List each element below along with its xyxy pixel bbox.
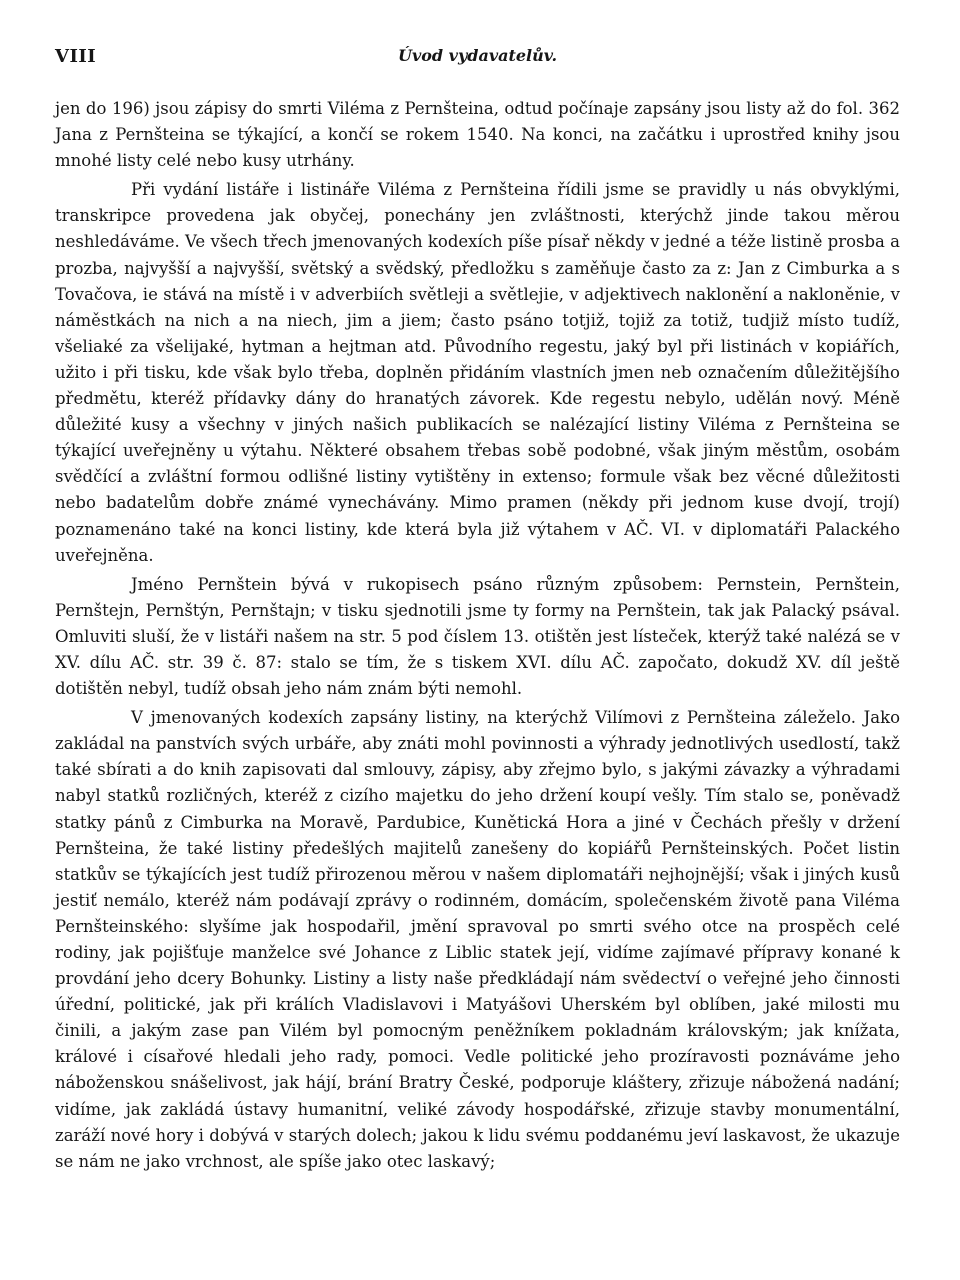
running-title: Úvod vydavatelův. xyxy=(397,46,558,65)
paragraph: Jméno Pernštein bývá v rukopisech psáno různým způsobem: Pernstein, Pernštein, Pernštejn, Pernštýn, Pernštajn; v tisku sjednotili jsme ty formy na Pernštein, tak jak Palacký psával. Omluviti sluší, že v listáři našem na str. 5 pod číslem 13. otištěn jest lísteček, kterýž také nalézá se v XV. dílu AČ. str. 39 č. 87: stalo se tím, že s tiskem XVI. dílu AČ. započato, dokudž XV. díl ještě dotištěn nebyl, tudíž obsah jeho nám znám býti nemohl. xyxy=(55,574,900,699)
book-page xyxy=(55,44,900,1244)
paragraph: V jmenovaných kodexích zapsány listiny, na kterýchž Vilímovi z Pernšteina záleželo. Jako zakládal na panstvích svých urbáře, aby znáti mohl povinnosti a výhrady jednotlivých usedlostí, takž také sbírati a do knih zapisovati dal smlouvy, zápisy, aby zřejmo bylo, s jakými závazky a výhradami nabyl statků rozličných, kteréž z cizího majetku do jeho držení koupí vešly. Tím stalo se, poněvadž statky pánů z Cimburka na Moravě, Pardubice, Kunětická Hora a jiné v Čechách přešly v držení Pernšteina, že také listiny předešlých majitelů zanešeny do kopiářů Pernšteinských. Počet listin statkův se týkajících jest tudíž přirozenou měrou v našem diplomatáři nejhojnější; však i jiných kusů jestiť nemálo, kteréž nám podávají zprávy o rodinném, domácím, společenském životě pana Viléma Pernšteinského: slyšíme jak hospodařil, jmění spravoval po smrti svého otce na prospěch celé rodiny, jak pojišťuje manželce své Johance z Liblic statek její, vidíme zajímavé přípravy konané k provdání jeho dcery Bohunky. Listiny a listy naše předkládají nám svědectví o veřejné jeho činnosti úřední, politické, jak při králích Vladislavovi i Matyášovi Uherském byl oblíben, jaké milosti mu činili, a jakým zase pan Vilém byl pomocným peněžníkem pokladnám královským; jak knížata, králové i císařové hledali jeho rady, pomoci. Vedle politické jeho prozíravosti poznáváme jeho náboženskou snášelivost, jak hájí, brání Bratry České, podporuje kláštery, zřizuje nábožená nadání; vidíme, jak zakládá ústavy humanitní, veliké závody hospodářské, zřizuje stavby monumentální, zaráží nové hory i dobývá v starých dolech; jakou k lidu svému poddanému jeví laskavost, že ukazuje se nám ne jako vrchnost, ale spíše jako otec laskavý; xyxy=(55,708,900,1171)
body-text xyxy=(55,96,900,1175)
page-number: VIII xyxy=(55,46,97,67)
page-header xyxy=(55,44,900,74)
paragraph: jen do 196) jsou zápisy do smrti Viléma z Pernšteina, odtud počínaje zapsány jsou listy až do fol. 362 Jana z Pernšteina se týkající, a končí se rokem 1540. Na konci, na začátku i uprostřed knihy jsou mnohé listy celé nebo kusy utrhány. xyxy=(55,99,900,171)
paragraph: Při vydání listáře i listináře Viléma z Pernšteina řídili jsme se pravidly u nás obvyklými, transkripce provedena jak obyčej, ponechány jen zvláštnosti, kterýchž jinde takou měrou neshledáváme. Ve všech třech jmenovaných kodexích píše písař někdy v jedné a téže listině prosba a prozba, najvyšší a najvyšší, světský a svědský, předložku s zaměňuje často za z: Jan z Cimburka a s Tovačova, ie stává na místě i v adverbiích světleji a světlejie, v adjektivech naklonění a nakloněnie, v náměstkách na nich a na niech, jim a jiem; často psáno totjiž, tojiž za totiž, tudjiž místo tudíž, všeliaké za všelijaké, hytman a hejtman atd. Původního regestu, jaký byl při listinách v kopiářích, užito i při tisku, kde však bylo třeba, doplněn přidáním vlastních jmen neb označením důležitějšího předmětu, kteréž přídavky dány do hranatých závorek. Kde regestu nebylo, udělán nový. Méně důležité kusy a všechny v jiných našich publikacích se nalézající listiny Viléma z Pernšteina se týkající uveřejněny u výtahu. Některé obsahem třebas sobě podobné, však jiným městům, osobám svědčící a zvláštní formou odlišné listiny vytištěny in extenso; formule však bez věcné důležitosti nebo badatelům dobře známé vynechávány. Mimo pramen (někdy při jednom kuse dvojí, trojí) poznamenáno také na konci listiny, kde která byla již výtahem v AČ. VI. v diplomatáři Palackého uveřejněna. xyxy=(55,180,900,565)
